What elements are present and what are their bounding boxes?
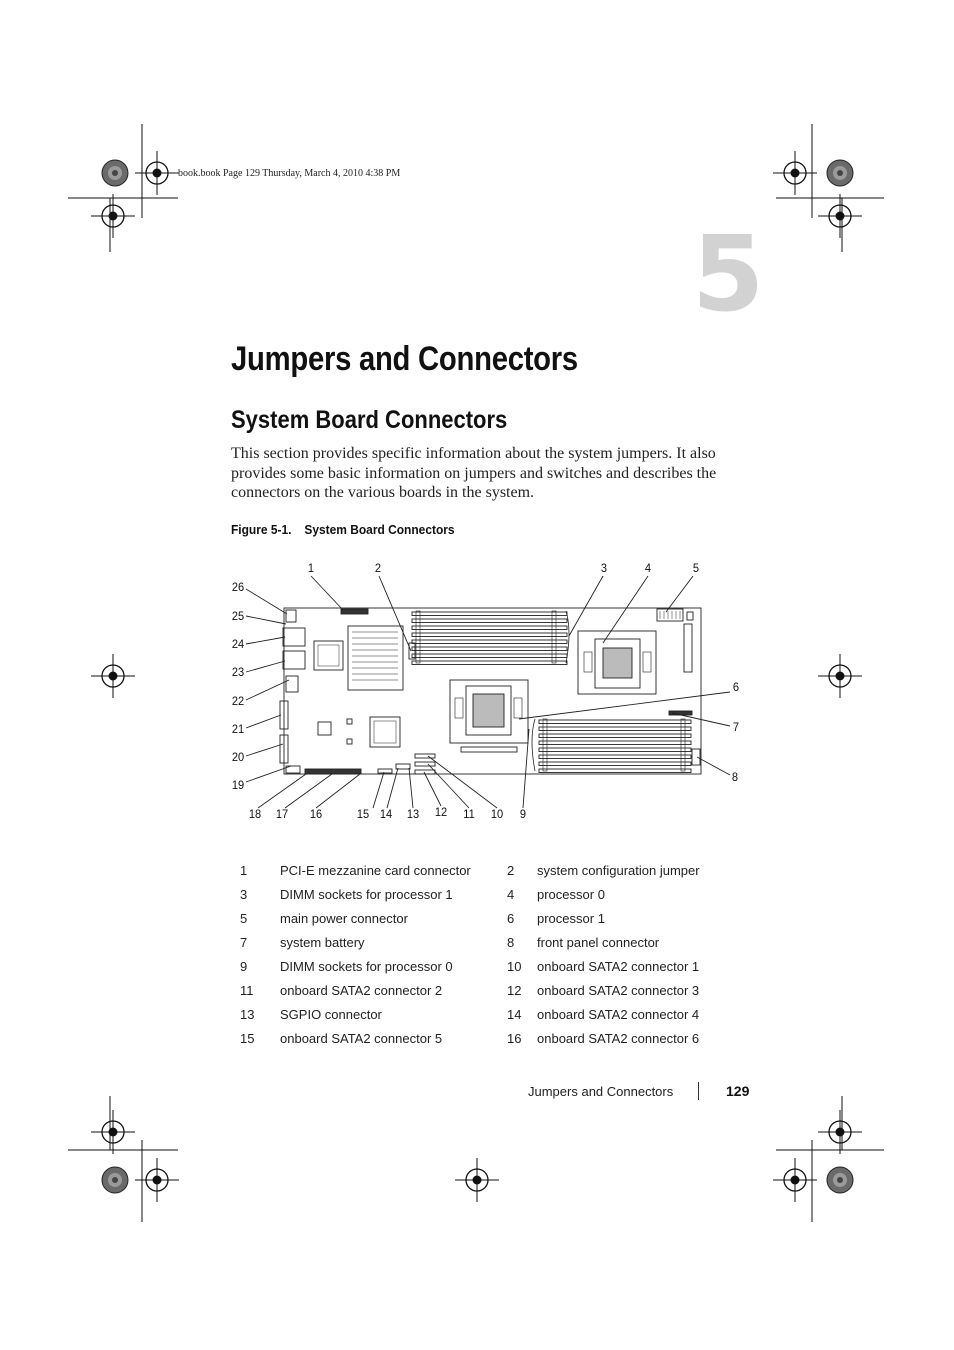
figure-title: System Board Connectors (304, 522, 455, 537)
chapter-title: Jumpers and Connectors (231, 340, 578, 378)
legend-text: processor 1 (537, 910, 605, 926)
page-number: 129 (726, 1083, 750, 1099)
legend-row (230, 954, 730, 978)
callout-18: 18 (248, 807, 262, 821)
callout-23: 23 (231, 665, 245, 679)
callout-24: 24 (231, 637, 245, 651)
legend-number: 16 (507, 1031, 522, 1047)
legend-text: onboard SATA2 connector 3 (537, 983, 700, 999)
legend-number: 4 (507, 886, 515, 902)
callout-22: 22 (231, 694, 245, 708)
chapter-number: 5 (692, 213, 765, 335)
legend-number: 7 (240, 934, 248, 950)
figure-label: Figure 5-1. (231, 522, 292, 537)
legend-text: onboard SATA2 connector 5 (280, 1031, 443, 1047)
legend-text: front panel connector (537, 934, 660, 950)
legend-row (230, 930, 730, 954)
callout-17: 17 (275, 807, 289, 821)
legend-row (230, 882, 730, 906)
legend-text: onboard SATA2 connector 2 (280, 983, 443, 999)
callout-3: 3 (600, 561, 608, 575)
legend-text: main power connector (280, 910, 408, 926)
legend-row (230, 978, 730, 1002)
callout-9: 9 (519, 807, 527, 821)
legend-text: system configuration jumper (537, 862, 700, 878)
legend-number: 5 (240, 910, 248, 926)
figure-caption (231, 522, 455, 537)
callout-7: 7 (732, 720, 740, 734)
callout-6: 6 (732, 680, 740, 694)
footer-chapter-title: Jumpers and Connectors (528, 1084, 674, 1099)
legend-row (230, 1027, 730, 1051)
callout-19: 19 (231, 778, 245, 792)
legend-text: PCI-E mezzanine card connector (280, 862, 471, 878)
legend-text: system battery (280, 934, 365, 950)
callout-12: 12 (434, 805, 448, 819)
callout-25: 25 (231, 609, 245, 623)
connector-legend (230, 858, 730, 1051)
callout-13: 13 (406, 807, 420, 821)
legend-number: 1 (240, 862, 248, 878)
mezzanine-connector (341, 609, 368, 614)
footer-divider (698, 1082, 699, 1100)
legend-number: 6 (507, 910, 515, 926)
legend-row (230, 858, 730, 882)
callout-10: 10 (490, 807, 504, 821)
legend-text: onboard SATA2 connector 1 (537, 958, 700, 974)
callout-1: 1 (307, 561, 315, 575)
legend-number: 14 (507, 1007, 522, 1023)
legend-row (230, 906, 730, 930)
legend-text: processor 0 (537, 886, 605, 902)
intro-paragraph: This section provides specific information about the system jumpers. It also provides some basic information on jumpers and switches and describes the connectors on the various boards in the system. (231, 445, 717, 501)
print-slug: book.book Page 129 Thursday, March 4, 2010 4:38 PM (178, 168, 401, 179)
legend-text: DIMM sockets for processor 0 (280, 958, 453, 974)
callout-21: 21 (231, 722, 245, 736)
section-title: System Board Connectors (231, 406, 508, 434)
legend-text: onboard SATA2 connector 4 (537, 1007, 700, 1023)
callout-20: 20 (231, 750, 245, 764)
legend-number: 8 (507, 934, 515, 950)
callout-15: 15 (356, 807, 370, 821)
legend-number: 12 (507, 983, 522, 999)
callout-16: 16 (309, 807, 323, 821)
legend-number: 15 (240, 1031, 255, 1047)
legend-number: 11 (240, 983, 254, 999)
legend-number: 10 (507, 958, 522, 974)
legend-number: 3 (240, 886, 248, 902)
callout-8: 8 (731, 770, 739, 784)
system-board (280, 608, 701, 774)
callout-11: 11 (463, 807, 475, 821)
callout-4: 4 (644, 561, 652, 575)
legend-text: SGPIO connector (280, 1007, 382, 1023)
callout-2: 2 (374, 561, 382, 575)
legend-text: onboard SATA2 connector 6 (537, 1031, 700, 1047)
callout-26: 26 (231, 580, 245, 594)
legend-text: DIMM sockets for processor 1 (280, 886, 453, 902)
callout-5: 5 (692, 561, 700, 575)
legend-number: 13 (240, 1007, 255, 1023)
callout-14: 14 (379, 807, 393, 821)
legend-number: 9 (240, 958, 248, 974)
legend-row (230, 1003, 730, 1027)
legend-number: 2 (507, 862, 515, 878)
